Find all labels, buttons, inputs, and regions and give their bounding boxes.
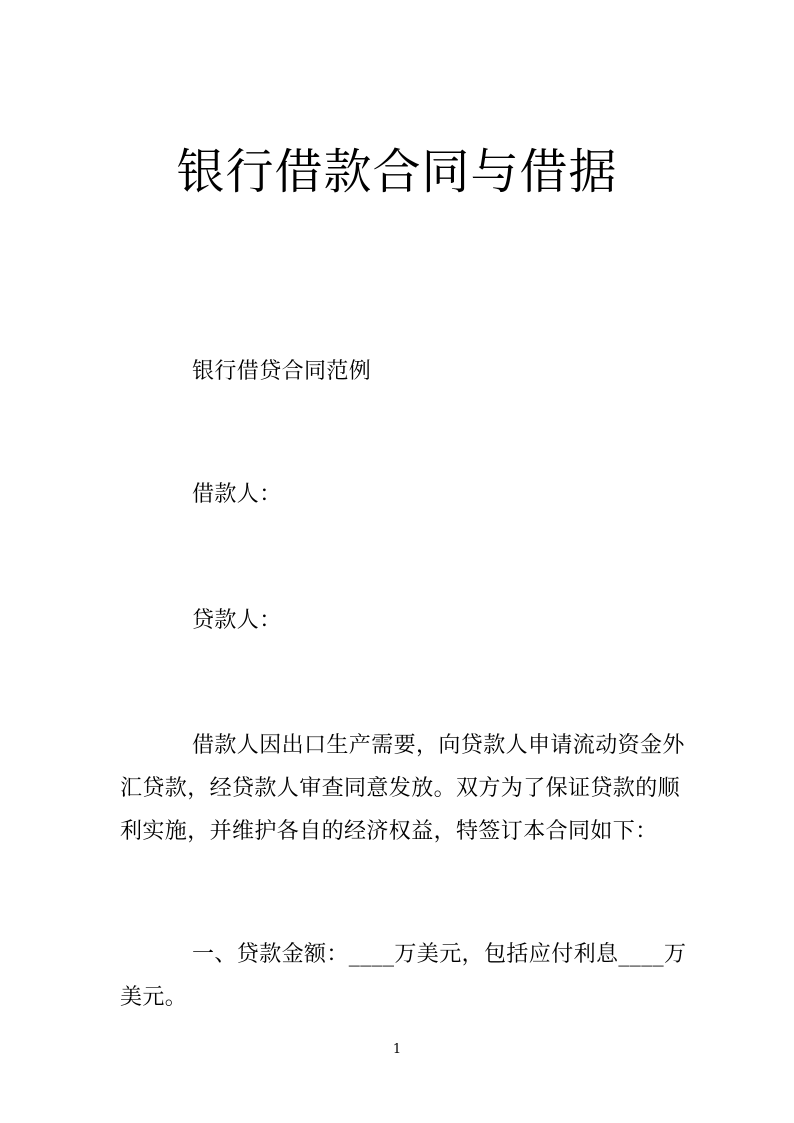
document-title: 银行借款合同与借据 <box>176 144 618 200</box>
preamble-line-2: 汇贷款，经贷款人审查同意发放。双方为了保证贷款的顺 <box>120 776 681 801</box>
borrower-label: 借款人： <box>192 482 282 507</box>
clause-1-line-1: 一、贷款金额：____万美元，包括应付利息____万 <box>192 942 687 967</box>
subtitle: 银行借贷合同范例 <box>192 359 372 384</box>
page-number: 1 <box>392 1042 402 1057</box>
lender-label: 贷款人： <box>192 608 282 633</box>
preamble-line-3: 利实施，并维护各自的经济权益，特签订本合同如下： <box>120 819 658 844</box>
clause-1-line-2: 美元。 <box>120 985 188 1010</box>
preamble-line-1: 借款人因出口生产需要，向贷款人申请流动资金外 <box>192 733 685 758</box>
